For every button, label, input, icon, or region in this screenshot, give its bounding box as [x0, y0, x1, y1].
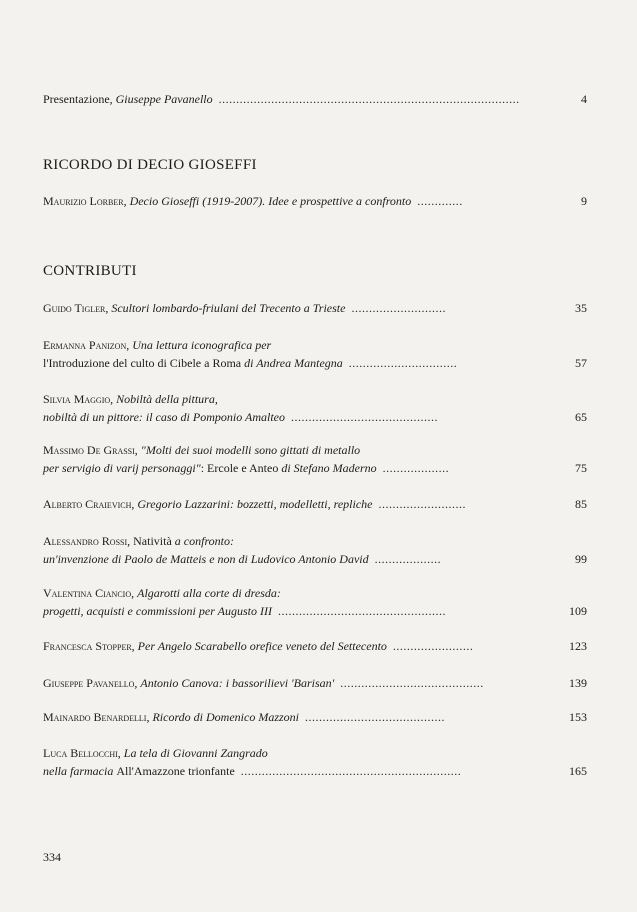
toc-entry: [43, 192, 587, 210]
toc-entry: [43, 336, 587, 372]
entry-title: Natività: [133, 534, 175, 548]
entry-author: Guido Tigler: [43, 301, 106, 315]
entry-page-number: 9: [581, 194, 587, 208]
entry-title-italic: a confronto:: [174, 534, 235, 548]
toc-entry-line: [43, 441, 587, 459]
dot-leader: .........................................: [340, 676, 484, 690]
toc-entry-line: [43, 336, 587, 354]
entry-page-number: 153: [569, 710, 587, 724]
toc-entry: [43, 532, 587, 568]
entry-title-italic: La tela di Giovanni Zangrado: [123, 746, 268, 760]
entry-title-italic: Gregorio Lazzarini: bozzetti, modelletti, repliche: [137, 497, 373, 511]
entry-separator: ,: [134, 676, 141, 690]
entry-page-number: 75: [575, 461, 587, 475]
dot-leader: .............: [417, 194, 463, 208]
toc-entry: [43, 390, 587, 426]
entry-author: Mainardo Benardelli: [43, 710, 147, 724]
toc-entry: [43, 299, 587, 317]
entry-title-italic: di Andrea Mantegna: [244, 356, 343, 370]
entry-page-number: 139: [569, 676, 587, 690]
toc-entry-line: [43, 708, 587, 726]
toc-entry-line: [43, 495, 587, 513]
entry-title-italic: progetti, acquisti e commissioni per Augusto III: [43, 604, 272, 618]
entry-separator: ,: [123, 194, 130, 208]
dot-leader: ........................................: [305, 710, 445, 724]
dot-leader: ...................: [374, 552, 442, 566]
toc-entry: [43, 674, 587, 692]
dot-leader: ...........................: [351, 301, 446, 315]
toc-entry-line: [43, 602, 587, 620]
dot-leader: ...............................: [348, 356, 458, 370]
entry-separator: ,: [131, 639, 138, 653]
dot-leader: ...................: [382, 461, 450, 475]
toc-entry-line: [43, 299, 587, 317]
dot-leader: .........................: [378, 497, 466, 511]
toc-entry: [43, 495, 587, 513]
entry-title: : Ercole e Anteo: [200, 461, 282, 475]
dot-leader: ................................................: [277, 604, 446, 618]
toc-entry: [43, 708, 587, 726]
entry-title-italic: nobiltà di un pittore: il caso di Pomponio Amalteo: [43, 410, 285, 424]
entry-title: l'Introduzione del culto di Cibele a Roma: [43, 356, 245, 370]
toc-entry-line: [43, 550, 587, 568]
entry-separator: ,: [117, 746, 124, 760]
entry-title-italic: "Molti dei suoi modelli sono gittati di metallo: [140, 443, 361, 457]
entry-author: Francesca Stopper: [43, 639, 132, 653]
entry-separator: ,: [127, 534, 134, 548]
toc-entry-line: [43, 584, 587, 602]
toc-entry: [43, 441, 587, 477]
entry-author: Maurizio Lorber: [43, 194, 124, 208]
dot-leader: ...............................................................: [240, 764, 462, 778]
toc-entry-line: [43, 637, 587, 655]
entry-title-italic: un'invenzione di Paolo de Matteis e non di Ludovico Antonio David: [43, 552, 369, 566]
toc-entry-line: [43, 390, 587, 408]
section-heading: RICORDO DI DECIO GIOSEFFI: [43, 157, 257, 173]
entry-title-italic: Una lettura iconografica per: [132, 338, 272, 352]
entry-page-number: 165: [569, 764, 587, 778]
dot-leader: .......................: [392, 639, 474, 653]
entry-author: Luca Bellocchi: [43, 746, 118, 760]
dot-leader: ..........................................: [291, 410, 438, 424]
toc-entry: [43, 744, 587, 780]
entry-page-number: 85: [575, 497, 587, 511]
toc-entry-line: [43, 532, 587, 550]
toc-entry: [43, 584, 587, 620]
entry-title-italic: Algarotti alla corte di dresda:: [137, 586, 281, 600]
entry-title-italic: Nobiltà della pittura,: [116, 392, 218, 406]
entry-page-number: 57: [575, 356, 587, 370]
entry-page-number: 35: [575, 301, 587, 315]
entry-separator: ,: [131, 497, 138, 511]
entry-author: Silvia Maggio: [43, 392, 111, 406]
entry-title-italic: Ricordo di Domenico Mazzoni: [152, 710, 299, 724]
entry-page-number: 109: [569, 604, 587, 618]
toc-entry-line: [43, 459, 587, 477]
toc-entry-line: [43, 744, 587, 762]
entry-separator: ,: [126, 338, 133, 352]
entry-title: Presentazione,: [43, 92, 116, 106]
entry-title-italic: Decio Gioseffi (1919-2007). Idee e prospettive a confronto: [129, 194, 412, 208]
entry-author: Valentina Ciancio: [43, 586, 132, 600]
entry-separator: ,: [105, 301, 112, 315]
entry-title-italic: nella farmacia: [43, 764, 117, 778]
toc-entry-line: [43, 762, 587, 780]
entry-separator: ,: [131, 586, 138, 600]
entry-separator: ,: [110, 392, 117, 406]
entry-separator: ,: [146, 710, 153, 724]
entry-separator: ,: [134, 443, 141, 457]
toc-entry-line: [43, 408, 587, 426]
entry-title-italic: Per Angelo Scarabello orefice veneto del Settecento: [137, 639, 387, 653]
entry-page-number: 4: [581, 92, 587, 106]
page-number: 334: [43, 850, 61, 864]
entry-author: Alessandro Rossi: [43, 534, 128, 548]
entry-page-number: 65: [575, 410, 587, 424]
toc-entry: [43, 90, 587, 108]
section-heading: CONTRIBUTI: [43, 263, 137, 279]
entry-title-italic: per servigio di varij personaggi": [43, 461, 201, 475]
toc-entry-line: [43, 90, 587, 108]
entry-author: Ermanna Panizon: [43, 338, 127, 352]
dot-leader: ......................................................................................: [218, 92, 520, 106]
entry-page-number: 123: [569, 639, 587, 653]
toc-entry-line: [43, 354, 587, 372]
entry-title-italic: Giuseppe Pavanello: [115, 92, 213, 106]
toc-entry-line: [43, 674, 587, 692]
entry-author: Massimo De Grassi: [43, 443, 135, 457]
entry-author: Alberto Craievich: [43, 497, 132, 511]
entry-author: Giuseppe Pavanello: [43, 676, 135, 690]
toc-entry: [43, 637, 587, 655]
entry-title-italic: Antonio Canova: i bassorilievi 'Barisan': [140, 676, 335, 690]
entry-page-number: 99: [575, 552, 587, 566]
entry-title-italic: Scultori lombardo-friulani del Trecento a Trieste: [111, 301, 346, 315]
entry-title-italic: di Stefano Maderno: [281, 461, 377, 475]
entry-title: All'Amazzone trionfante: [116, 764, 235, 778]
toc-entry-line: [43, 192, 587, 210]
